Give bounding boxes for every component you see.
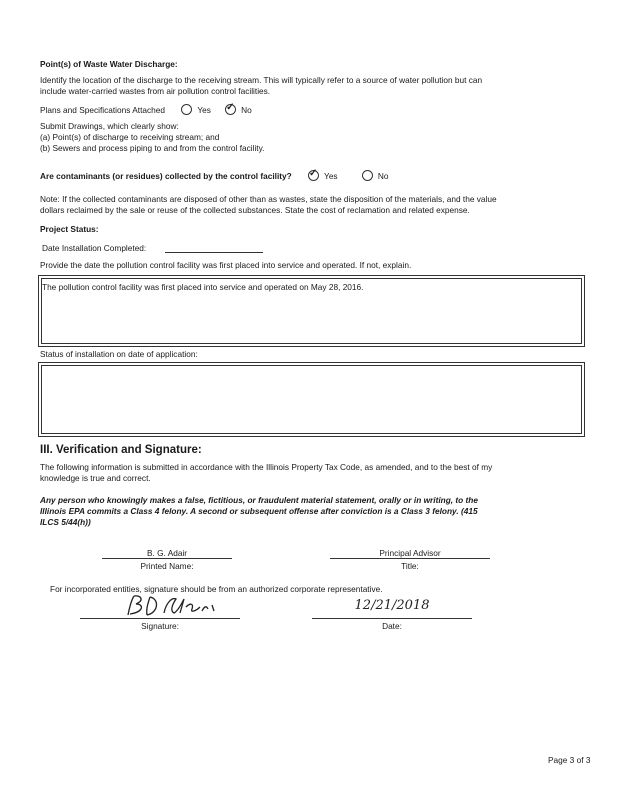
plans-row xyxy=(40,104,264,115)
contaminants-note-line2: dollars reclaimed by the sale or reuse of the collected substances. State the cost of reclamation and related expense. xyxy=(40,205,470,215)
printed-name-line[interactable] xyxy=(102,558,232,559)
title-value: Principal Advisor xyxy=(379,548,441,558)
printed-name-label: Printed Name: xyxy=(140,561,194,571)
warning-line3: ILCS 5/44(h)) xyxy=(40,517,91,527)
plans-no-radio[interactable] xyxy=(225,104,236,115)
discharge-description-line2: include water-carried wastes from air pollution control facilities. xyxy=(40,86,271,96)
contaminants-no-label: No xyxy=(377,171,389,181)
contaminants-yes-label: Yes xyxy=(324,171,338,181)
verification-info-line1: The following information is submitted in accordance with the Illinois Property Tax Code, as amended, and to the best of my xyxy=(40,462,493,472)
submit-intro: Submit Drawings, which clearly show: xyxy=(40,121,179,131)
plans-no-label: No xyxy=(241,105,252,115)
plans-no-option[interactable] xyxy=(225,104,252,115)
contaminants-no-option[interactable] xyxy=(362,170,389,181)
warning-line2: Illinois EPA commits a Class 4 felony. A second or subsequent offense after conviction is a Class 3 felony. (415 xyxy=(40,506,478,516)
date-signed-value: 12/21/2018 xyxy=(354,598,430,613)
contaminants-yes-option[interactable] xyxy=(308,170,338,181)
provide-date-instruction: Provide the date the pollution control facility was first placed into service and operated. If not, explain. xyxy=(40,260,412,270)
incorporated-note: For incorporated entities, signature should be from an authorized corporate representative. xyxy=(50,584,383,594)
discharge-heading: Point(s) of Waste Water Discharge: xyxy=(40,59,178,69)
plans-yes-radio[interactable] xyxy=(181,104,192,115)
submit-item-b: (b) Sewers and process piping to and from the control facility. xyxy=(40,143,265,153)
discharge-description-line1: Identify the location of the discharge to the receiving stream. This will typically refer to a source of water pollution but can xyxy=(40,75,483,85)
signature-label: Signature: xyxy=(141,621,179,631)
verification-info-line2: knowledge is true and correct. xyxy=(40,473,151,483)
project-status-heading: Project Status: xyxy=(40,224,99,234)
status-installation-box[interactable] xyxy=(38,362,585,437)
service-answer-text: The pollution control facility was first placed into service and operated on May 28, 2016. xyxy=(42,282,364,292)
status-installation-label: Status of installation on date of application: xyxy=(40,349,198,359)
date-installation-label: Date Installation Completed: xyxy=(42,243,147,253)
title-line[interactable] xyxy=(330,558,490,559)
plans-label: Plans and Specifications Attached xyxy=(40,105,165,115)
contaminants-note-line1: Note: If the collected contaminants are disposed of other than as wastes, state the disposition of the materials, and the value xyxy=(40,194,497,204)
date-signed-line[interactable] xyxy=(312,618,472,619)
contaminants-row xyxy=(40,170,401,181)
date-installation-field[interactable] xyxy=(165,252,263,253)
handwritten-signature xyxy=(120,593,230,619)
date-signed-label: Date: xyxy=(382,621,402,631)
signature-line[interactable] xyxy=(80,618,240,619)
service-answer-box[interactable] xyxy=(38,275,585,347)
contaminants-question: Are contaminants (or residues) collected by the control facility? xyxy=(40,171,292,181)
status-installation-inner xyxy=(41,365,582,434)
contaminants-yes-radio[interactable] xyxy=(308,170,319,181)
contaminants-no-radio[interactable] xyxy=(362,170,373,181)
title-label: Title: xyxy=(401,561,419,571)
plans-yes-label: Yes xyxy=(197,105,211,115)
verification-heading: III. Verification and Signature: xyxy=(40,444,202,456)
plans-yes-option[interactable] xyxy=(181,104,211,115)
warning-line1: Any person who knowingly makes a false, fictitious, or fraudulent material statement, orally or in writing, to the xyxy=(40,495,478,505)
page-number: Page 3 of 3 xyxy=(548,755,591,765)
submit-item-a: (a) Point(s) of discharge to receiving stream; and xyxy=(40,132,220,142)
printed-name-value: B. G. Adair xyxy=(146,548,188,558)
